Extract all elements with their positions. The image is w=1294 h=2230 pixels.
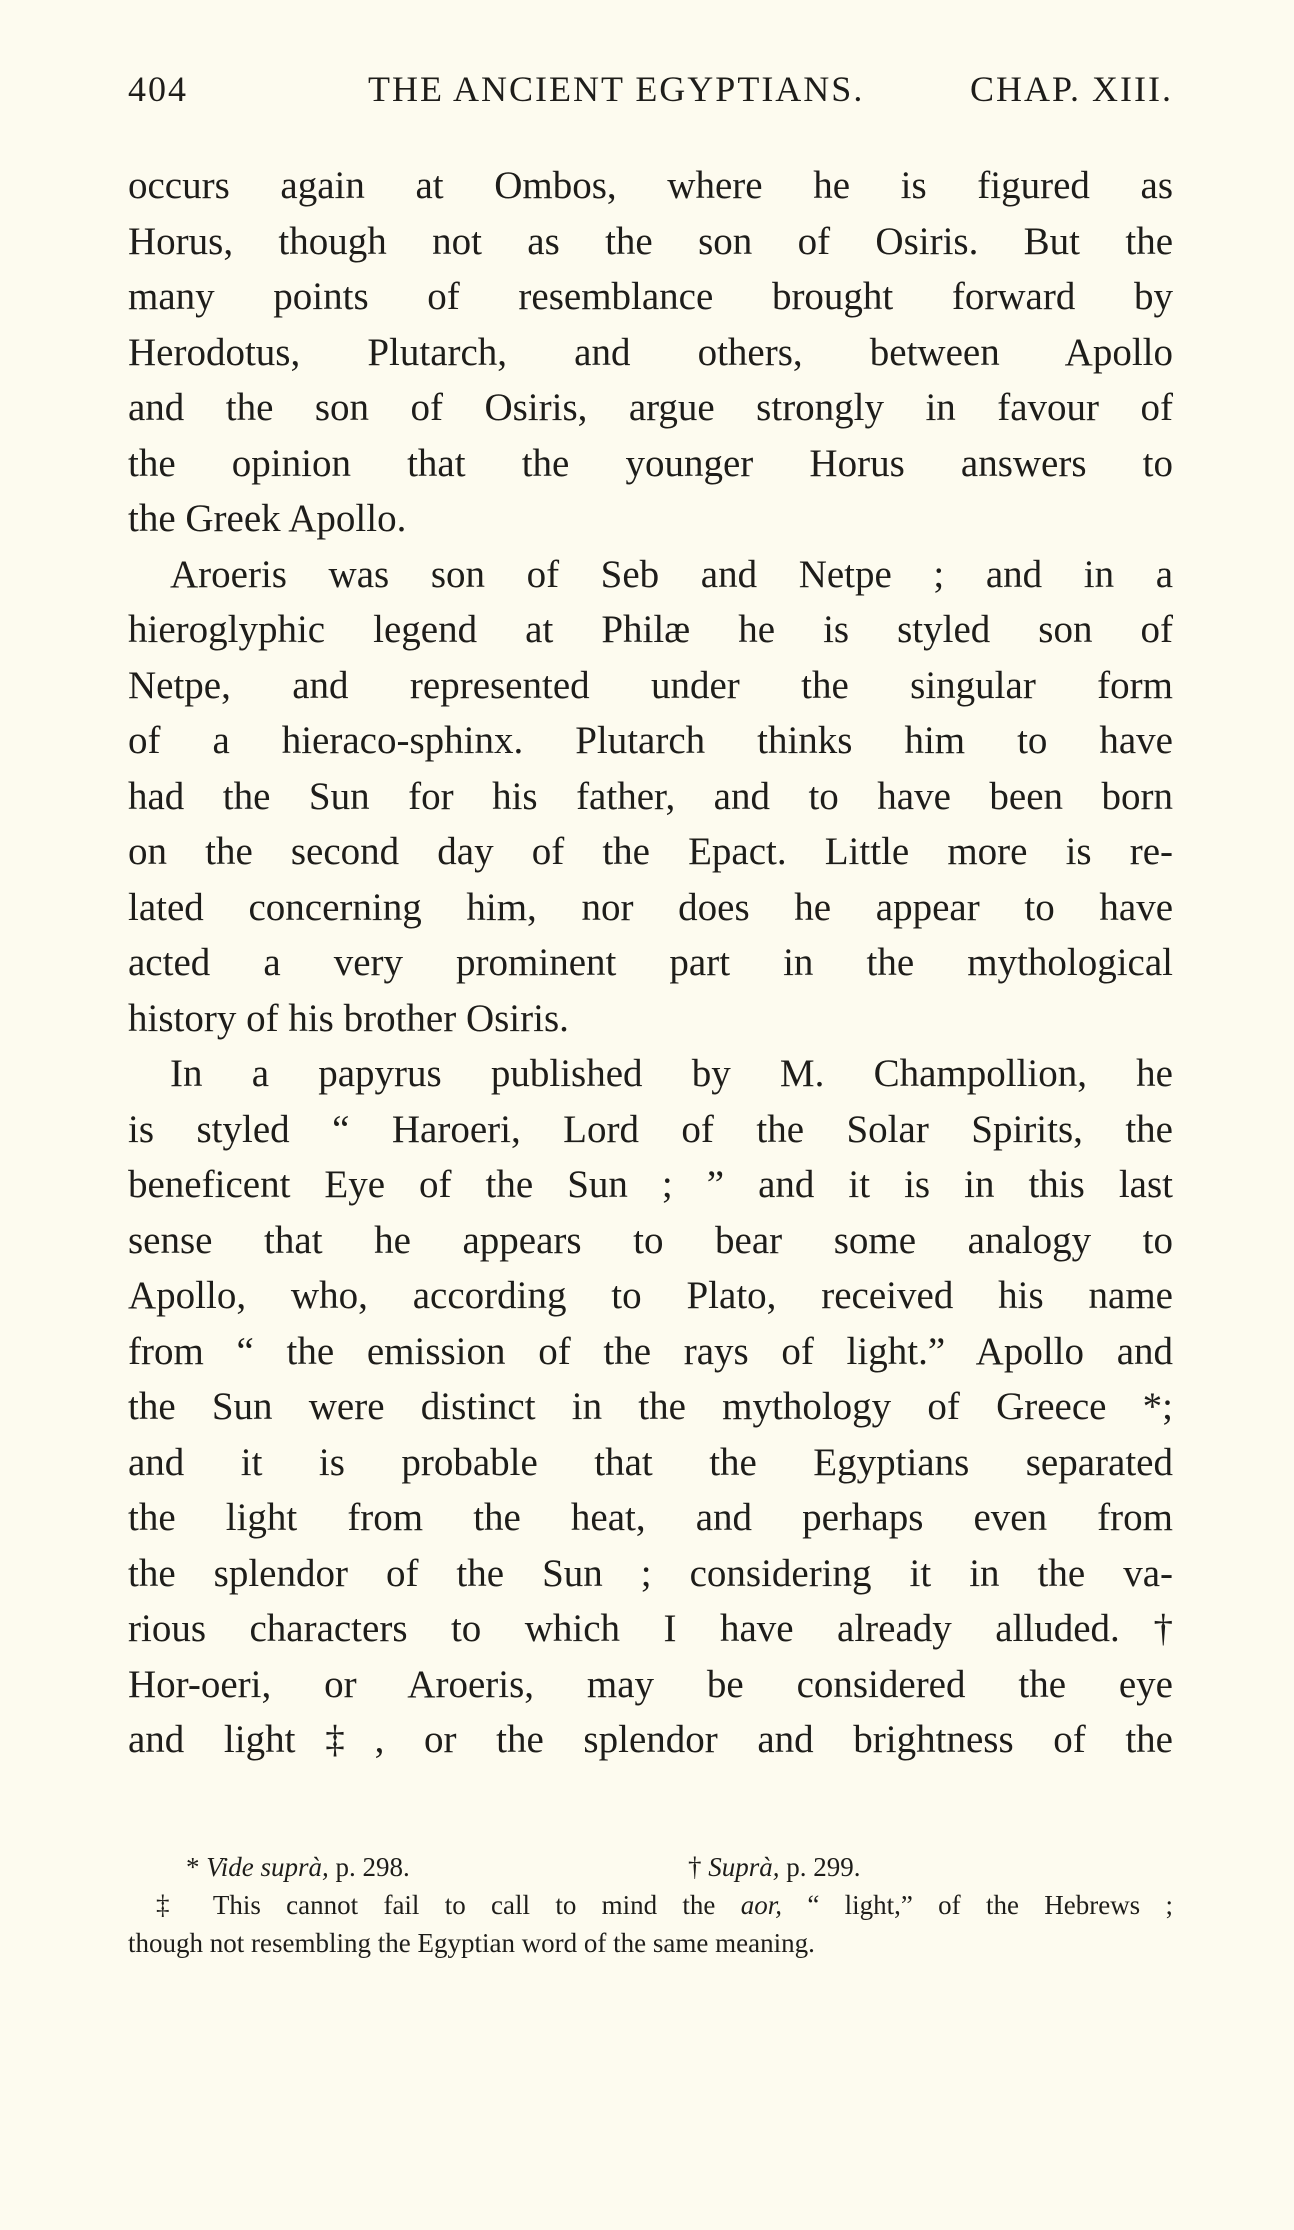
page-number: 404 (128, 69, 188, 109)
text-line: is styled “ Haroeri, Lord of the Solar Spirits, the (128, 1107, 1173, 1151)
text-line: of a hieraco-sphinx. Plutarch thinks him to have (128, 719, 1173, 762)
text-line: beneficent Eye of the Sun ; ” and it is in this last (128, 1163, 1173, 1206)
text-line: Horus, though not as the son of Osiris. But the (128, 219, 1173, 263)
footnote-ref-italic: Suprà, (708, 1852, 780, 1882)
text-line: Apollo, who, according to Plato, received his name (128, 1274, 1173, 1317)
text-line: had the Sun for his father, and to have been born (128, 774, 1173, 818)
footnote-text: “ light,” of the Hebrews ; (807, 1890, 1173, 1920)
text-line: from “ the emission of the rays of light.” Apollo and (128, 1329, 1173, 1373)
text-line: Aroeris was son of Seb and Netpe ; and in a (170, 552, 1173, 596)
text-line: In a papyrus published by M. Champollion, he (170, 1052, 1173, 1095)
text-line: history of his brother Osiris. (128, 996, 569, 1040)
text-line: and light‡, or the splendor and brightness of the (128, 1718, 1173, 1761)
footnote-text: ‡ This cannot fail to call to mind the (156, 1890, 716, 1920)
footnote-ref-page: p. 299. (786, 1852, 861, 1882)
footnote-ref-italic: Vide suprà, (206, 1852, 329, 1882)
text-line: Hor-oeri, or Aroeris, may be considered the eye (128, 1662, 1173, 1706)
text-line: acted a very prominent part in the mythological (128, 941, 1173, 984)
running-title: THE ANCIENT EGYPTIANS. (368, 69, 865, 109)
text-line: the Sun were distinct in the mythology of Greece *; (128, 1385, 1173, 1428)
text-line: the Greek Apollo. (128, 497, 407, 540)
text-line: the light from the heat, and perhaps even from (128, 1496, 1173, 1539)
text-line: sense that he appears to bear some analogy to (128, 1218, 1173, 1262)
text-line: Netpe, and represented under the singular form (128, 663, 1173, 707)
footnote-mark: * (186, 1852, 200, 1882)
footnote-3-line-1 (128, 1886, 1173, 1924)
running-header (128, 68, 1173, 118)
chapter-label: CHAP. XIII. (969, 69, 1173, 109)
text-line: the opinion that the younger Horus answers to (128, 441, 1173, 485)
footnote-row (128, 1848, 1173, 1886)
text-line: occurs again at Ombos, where he is figured as (128, 164, 1173, 207)
footnote-2 (688, 1848, 861, 1886)
text-line: and the son of Osiris, argue strongly in favour of (128, 386, 1173, 429)
body-text (128, 158, 1173, 1768)
text-line: many points of resemblance brought forward by (128, 275, 1173, 318)
footnote-1 (186, 1848, 410, 1886)
text-line: and it is probable that the Egyptians separated (128, 1440, 1173, 1484)
text-line: hieroglyphic legend at Philæ he is styled son of (128, 608, 1173, 651)
text-line: lated concerning him, nor does he appear to have (128, 885, 1173, 929)
footnote-3-line-2: though not resembling the Egyptian word of the same meaning. (128, 1928, 815, 1958)
text-line: Herodotus, Plutarch, and others, between Apollo (128, 330, 1173, 374)
text-line: on the second day of the Epact. Little more is re- (128, 830, 1173, 873)
text-line: rious characters to which I have already alluded.† (128, 1607, 1173, 1650)
footnote-hebrew-word: aor, (740, 1890, 782, 1920)
footnote-mark: † (688, 1852, 702, 1882)
footnote-ref-page: p. 298. (335, 1852, 410, 1882)
text-line: the splendor of the Sun ; considering it in the va- (128, 1551, 1173, 1595)
footnotes (128, 1848, 1173, 1962)
